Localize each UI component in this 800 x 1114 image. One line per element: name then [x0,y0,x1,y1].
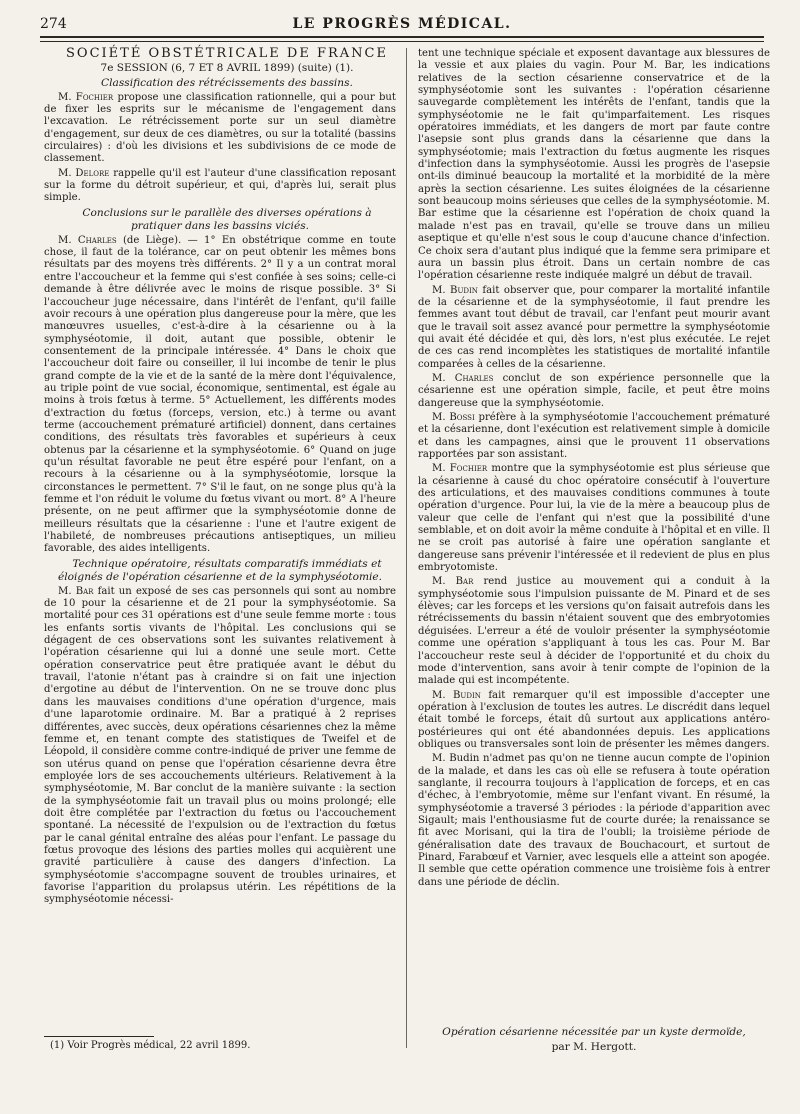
speaker-name: M. Budin [432,689,481,701]
session-line: 7e SESSION (6, 7 ET 8 AVRIL 1899) (suite) (1). [100,62,354,75]
subhead-technique: Technique opératoire, résultats comparatifs immédiats et éloignés de l'opération césarienne et de la symphyséotomie. [57,557,383,583]
page-number: 274 [40,16,67,32]
paragraph: M. Bar fait un exposé de ses cas personnels qui sont au nombre de 10 pour la césarienne et de 21 pour la symphyséotomie. Sa mortalité pour ces 31 opérations est d'une seule femme morte : tous les enfants sortis vivants de l'hôpital. Les conclusions qui se dégagent de ces observations sont les suivantes relativement à l'opération césarienne qui lui a donné une seule mort. Cette opération conservatrice peut être pratiquée avant le début du travail, l'atonie n'étant pas à craindre si on fait une injection d'ergotine au début de l'intervention. On ne se trouve donc plus dans les mauvaises conditions d'une opération d'urgence, mais d'une laparotomie ordinaire. M. Bar a pratiqué à 2 reprises différentes, avec succès, deux opérations césariennes chez la même femme et, en tenant compte des statistiques de Tweifel et de Léopold, il considère comme contre-indiqué de priver une femme de son utérus quand on pense que l'opération césarienne devra être employée lors de ses accouchements ultérieurs. Relativement à la symphyséotomie, M. Bar conclut de la manière suivante : la section de la symphyséotomie fait un travail plus ou moins prolongé; elle doit être complétée par l'extraction du fœtus ou l'accouchement spontané. La nécessité de l'expulsion ou de l'extraction du fœtus par le canal génital entraîne des aléas pour l'enfant. Le passage du fœtus provoque des lésions des parties molles qui acquièrent une gravité particulière à cause des dangers d'infection. La symphyséotomie s'accompagne souvent de troubles urinaires, et favorise l'apparition du prolapsus utérin. Les répétitions de la symphyséotomie nécessi- [44,585,396,906]
paragraph: M. Delore rappelle qu'il est l'auteur d'une classification reposant sur la forme du détroit supérieur, et qui, d'après lui, serait plus simple. [44,167,396,204]
speaker-name: M. Fochier [432,463,488,475]
footnote-rule [44,1036,154,1037]
paragraph: M. Bossi préfère à la symphyséotomie l'accouchement prématuré et la césarienne, dont l'exécution est relativement simple à domicile et dans les campagnes, ainsi que le prouvent 11 observations rapportées par son assistant. [418,411,770,460]
section-title: SOCIÉTÉ OBSTÉTRICALE DE FRANCE [66,46,388,61]
header-rule [40,41,764,42]
page-header [40,14,764,38]
paragraph: M. Budin fait remarquer qu'il est impossible d'accepter une opération à l'exclusion de toutes les autres. Le discrédit dans lequel était tombé le forceps, était dû surtout aux applications antéro-postérieures qui ont été abandonnées depuis. Les applications obliques ou transversales sont loin de présenter les mêmes dangers. [418,689,770,750]
subhead-conclusions: Conclusions sur le parallèle des diverses opérations à pratiquer dans les bassins viciés. [82,206,372,232]
speaker-name: M. Charles [432,372,494,384]
speaker-name: M. Bossi [432,411,475,423]
speaker-name: M. Charles [58,234,117,246]
subhead-classification: Classification des rétrécissements des bassins. [101,76,353,89]
paragraph: M. Fochier montre que la symphyséotomie est plus sérieuse que la césarienne à causé du choc opératoire consécutif à l'ouverture des articulations, et des mauvaises conditions communes à toute opération d'urgence. Pour lui, la vie de la mère a beaucoup plus de valeur que celle de l'enfant qui n'est que la possibilité d'une semblable, et on doit avoir la même conduite à l'hôpital et en ville. Il ne se croit pas autorisé à faire une opération sanglante et dangereuse sans prévenir l'intéressée et il redevient de plus en plus embryotomiste. [418,463,770,574]
paragraph: tent une technique spéciale et exposent davantage aux blessures de la vessie et aux plaies du vagin. Pour M. Bar, les indications relatives de la section césarienne conservatrice et de la symphyséotomie sont les suivantes : l'opération césarienne sauvegarde complètement les intérêts de l'enfant, tandis que la symphyséotomie ne le fait qu'imparfaitement. Les risques opératoires immédiats, et les dangers de mort par faute contre l'asepsie sont plus grands dans la césarienne que dans la symphyséotomie; mais l'extraction du fœtus augmente les risques d'infection dans la symphyséotomie. Aussi les progrès de l'asepsie ont-ils diminué beaucoup la mortalité et la morbidité de la mère après la section césarienne. Les suites éloignées de la césarienne sont beaucoup moins sérieuses que celles de la symphyséotomie. M. Bar estime que la césarienne est l'opération de choix quand la malade n'est pas en travail, qu'elle se trouve dans un milieu aseptique et qu'elle n'est sous le coup d'aucune chance d'infection. Ce choix sera d'autant plus indiqué que la femme sera primipare et aura un bassin plus étroit. Dans un certain nombre de cas l'opération césarienne reste indiquée malgré un début de travail. [418,48,770,282]
paragraph: M. Budin n'admet pas qu'on ne tienne aucun compte de l'opinion de la malade, et dans les cas où elle se refusera à toute opération sanglante, il recourra toujours à l'application de forceps, et en cas d'échec, à l'embryotomie, même sur l'enfant vivant. En résumé, la symphyséotomie a traversé 3 périodes : la période d'apparition avec Sigault; mais l'enthousiasme fut de courte durée; la renaissance se fit avec Morisani, qui la tira de l'oubli; la troisième période de généralisation date des travaux de Bouchacourt, et surtout de Pinard, Farabœuf et Varnier, avec lesquels elle a atteint son apogée. Il semble que cette opération commence une troisième fois à entrer dans une période de déclin. [418,753,770,888]
paragraph: M. Budin fait observer que, pour comparer la mortalité infantile de la césarienne et de la symphyséotomie, il faut prendre les femmes avant tout début de travail, car l'enfant peut mourir avant que le travail soit assez avancé pour permettre la symphyséotomie qui avait été décidée et qui, dès lors, n'est plus exécutée. Le rejet de ces cas rend incomplètes les statistiques de mortalité infantile comparées à celles de la césarienne. [418,284,770,370]
paragraph: M. Bar rend justice au mouvement qui a conduit à la symphyséotomie sous l'impulsion puissante de M. Pinard et de ses élèves; car les forceps et les versions qu'on faisait autrefois dans les rétrécissements du bassin n'étaient souvent que des embryotomies déguisées. L'erreur a été de vouloir présenter la symphyséotomie comme une opération s'appliquant à tous les cas. Pour M. Bar l'accoucheur reste seul à décider de l'opportunité et du choix du mode d'intervention, sans avoir à tenir compte de l'opinion de la malade qui est incompétente. [418,576,770,687]
speaker-name: M. Budin [432,284,478,296]
next-article-author: par M. Hergott. [551,1041,637,1053]
paragraph: M. Fochier propose une classification rationnelle, qui a pour but de fixer les esprits sur le mécanisme de l'engagement dans l'excavation. Le rétrécissement porte sur un seul diamètre d'engagement, sur deux de ces diamètres, ou sur la totalité (bassins circulaires) : d'où les divisions et les subdivisions de ce mode de classement. [44,91,396,165]
speaker-name: M. Bar [58,585,94,597]
right-column [418,48,770,1048]
left-column [44,48,396,1048]
next-article-title: Opération césarienne nécessitée par un kyste dermoïde, [442,1026,746,1038]
speaker-name: M. Fochier [58,91,114,103]
paragraph: M. Charles conclut de son expérience personnelle que la césarienne est une opération simple, facile, et peut être moins dangereuse que la symphyséotomie. [418,372,770,409]
footnote: (1) Voir Progrès médical, 22 avril 1899. [50,1040,251,1051]
speaker-name: M. Delore [58,167,110,179]
speaker-name: M. Bar [432,576,474,588]
paragraph: M. Charles (de Liège). — 1° En obstétrique comme en toute chose, il faut de la tolérance, car on peut obtenir les mêmes bons résultats par des moyens très différents. 2° Il y a un contrat moral entre l'accoucheur et la femme qui s'est confiée à ses soins; celle-ci demande à être délivrée avec le moins de risque possible. 3° Si l'accoucheur juge nécessaire, dans l'intérêt de l'enfant, qu'il faille avoir recours à une opération plus dangereuse pour la mère, que les manœuvres usuelles, c'est-à-dire à la césarienne ou à la symphyséotomie, il doit, autant que possible, obtenir le consentement de la principale intéressée. 4° Dans le choix que l'accoucheur doit faire ou conseiller, il lui incombe de tenir le plus grand compte de la vie et de la santé de la mère dont l'équivalence, au triple point de vue social, économique, sentimental, est égale au moins à trois fœtus à terme. 5° Actuellement, les différents modes d'extraction du fœtus (forceps, version, etc.) à terme ou avant terme (accouchement prématuré artificiel) donnent, dans certaines conditions, des résultats très favorables et supérieurs à ceux obtenus par la césarienne et la symphyséotomie. 6° Quand on juge qu'un résultat favorable ne peut être espéré pour l'enfant, on a recours à la césarienne ou à la symphyséotomie, lorsque la circonstances le permettent. 7° S'il le faut, on ne songe plus qu'à la femme et l'on réduit le volume du fœtus vivant ou mort. 8° A l'heure présente, on ne peut affirmer que la symphyséotomie donne de meilleurs résultats que la césarienne : l'une et l'autre exigent de l'habileté, de nombreuses précautions antiseptiques, un milieu favorable, des aides intelligents. [44,234,396,555]
column-divider [406,48,407,1048]
running-title: LE PROGRÈS MÉDICAL. [292,16,512,32]
